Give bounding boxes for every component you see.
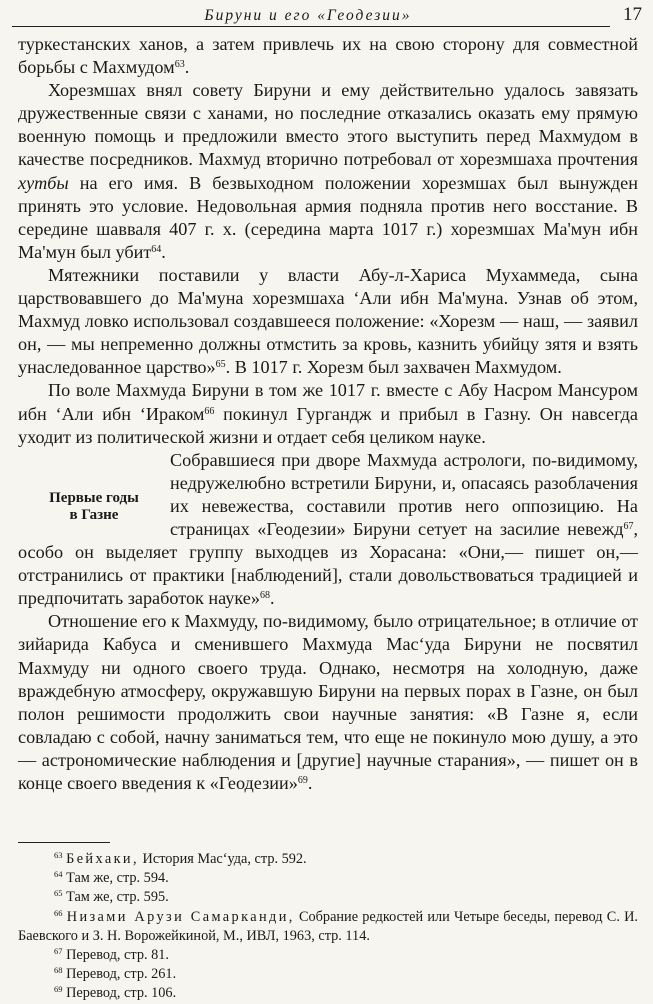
footnote	[18, 850, 638, 869]
footnote-author: Бейхаки,	[66, 851, 139, 867]
footnote	[18, 984, 638, 1003]
paragraph-text: Отношение его к Махмуду, по-видимому, было отрицательное; в отличие от зийарида Кабуса и сменившего Махмуда Мас‘уда Бируни не посвятил Махмуду ни одного своего труда. Однако, несмотря на холодную, даже враждебную атмосферу, окружавшую Бируни на первых порах в Газне, он был полон решимости продолжить свои научные занятия: «В Газне я, если совладаю с собой, начну заниматься тем, что еще не покинуло мою душу, а это — астрономические наблюдения и [другие] научные старания», — пишет он в конце своего введения к «Геодезии»	[18, 611, 638, 793]
footnote-number: 69	[54, 984, 63, 995]
footnote-ref-67: 67	[623, 520, 634, 532]
footnote-text: Перевод, стр. 261.	[66, 966, 177, 983]
paragraph-text: .	[269, 588, 275, 609]
footnote-ref-65: 65	[215, 359, 226, 371]
footnote-text: Собрание редкостей или Четыре беседы, перевод С. И. Баевского и З. Н. Ворожейкиной, М., ИВЛ, 1963, стр. 114.	[18, 908, 639, 944]
paragraph-text: Собравшиеся при дворе Махмуда астрологи, по-видимому, недружелюбно встретили Бируни, и, опасаясь разоблачения их невежества, составили против него оппозицию. На страницах «Геодезии» Бируни сетует на засилие невежд	[170, 449, 638, 539]
footnote	[18, 908, 638, 946]
paragraph-4	[18, 379, 638, 448]
margin-heading-line2: в Газне	[69, 506, 119, 523]
italic-term: хутбы	[18, 172, 69, 193]
page-header	[12, 4, 642, 30]
paragraph-text: .	[184, 57, 190, 78]
footnote-ref-68: 68	[259, 590, 270, 602]
footnote-text: Там же, стр. 595.	[66, 889, 169, 906]
footnote-number: 67	[54, 946, 63, 957]
paragraph-text: Хорезмшах внял совету Бируни и ему действительно удалось завязать дружественные связи с ханами, но последние отказались оказать ему прямую военную помощь и предложили вместо этого выступить перед Махмудом в качестве посредников. Махмуд вторично потребовал от хорезмшаха прочтения	[18, 80, 638, 170]
footnote-ref-64: 64	[151, 243, 162, 255]
footnote-text: Перевод, стр. 106.	[66, 985, 177, 1002]
paragraph-2	[18, 79, 638, 264]
footnote-ref-63: 63	[174, 59, 185, 71]
footnotes	[18, 850, 638, 1004]
footnote-rule	[18, 842, 110, 843]
footnote-number: 65	[54, 888, 63, 899]
footnote	[18, 946, 638, 965]
footnote	[18, 965, 638, 984]
footnote-author: Низами Арузи Самарканди,	[66, 908, 295, 925]
paragraph-3	[18, 264, 638, 379]
paragraph-text: , особо он выделяет группу выходцев из Хорасана: «Они,— пишет он,— отстранились от практики [наблюдений], стали довольствоваться традицией и предпочитать заработок науке»	[18, 518, 638, 609]
footnote	[18, 888, 638, 907]
margin-heading	[18, 449, 170, 541]
footnote-text: История Мас‘уда, стр. 592.	[138, 851, 307, 867]
paragraph-1	[18, 33, 638, 79]
paragraph-text: По воле Махмуда Бируни в том же 1017 г. вместе с Абу Насром Мансуром ибн ‘Али ибн ‘Ираком	[18, 380, 638, 424]
paragraph-text: . В 1017 г. Хорезм был захвачен Махмудом.	[225, 357, 562, 378]
paragraph-text: на его имя. В безвыходном положении хорезмшах был вынужден принять это условие. Недовольная армия подняла против него восстание. В середине шавваля 407 г. х. (середина марта 1017 г.) хорезмшах Ма'мун ибн Ма'мун был убит	[18, 172, 638, 262]
section-first-years	[18, 449, 638, 611]
footnote	[18, 869, 638, 888]
page-number: 17	[623, 4, 642, 25]
margin-heading-line1: Первые годы	[49, 489, 139, 506]
paragraph-text: Мятежники поставили у власти Абу-л-Хариса Мухаммеда, сына царствовавшего до Ма'муна хорезмшаха ‘Али ибн Ма'муна. Узнав об этом, Махмуд ловко использовал создавшееся положение: «Хорезм — наш, — заявил он, — мы непременно должны отмстить за кровь, казнить убийцу зятя и взять унаследованное царство»	[18, 264, 638, 378]
paragraph-text: .	[307, 773, 313, 793]
footnote-ref-66: 66	[204, 405, 215, 417]
paragraph-text: .	[161, 241, 166, 262]
footnote-text: Там же, стр. 594.	[66, 870, 169, 887]
footnote-number: 68	[54, 965, 63, 976]
header-rule	[12, 26, 610, 27]
footnote-number: 64	[54, 869, 63, 880]
footnote-ref-69: 69	[297, 775, 308, 786]
paragraph-text: туркестанских ханов, а затем привлечь их на свою сторону для совместной борьбы с Махмудом	[18, 34, 638, 78]
paragraph-text: покинул Гургандж и прибыл в Газну. Он навсегда уходит из политической жизни и отдает себя целиком науке.	[18, 403, 639, 447]
footnote-number: 66	[54, 907, 63, 918]
footnote-text: Перевод, стр. 81.	[66, 947, 169, 964]
footnote-number: 63	[54, 850, 63, 860]
body-text	[18, 33, 638, 795]
running-head: Бируни и его «Геодезии»	[204, 7, 412, 24]
paragraph-6	[18, 610, 638, 795]
